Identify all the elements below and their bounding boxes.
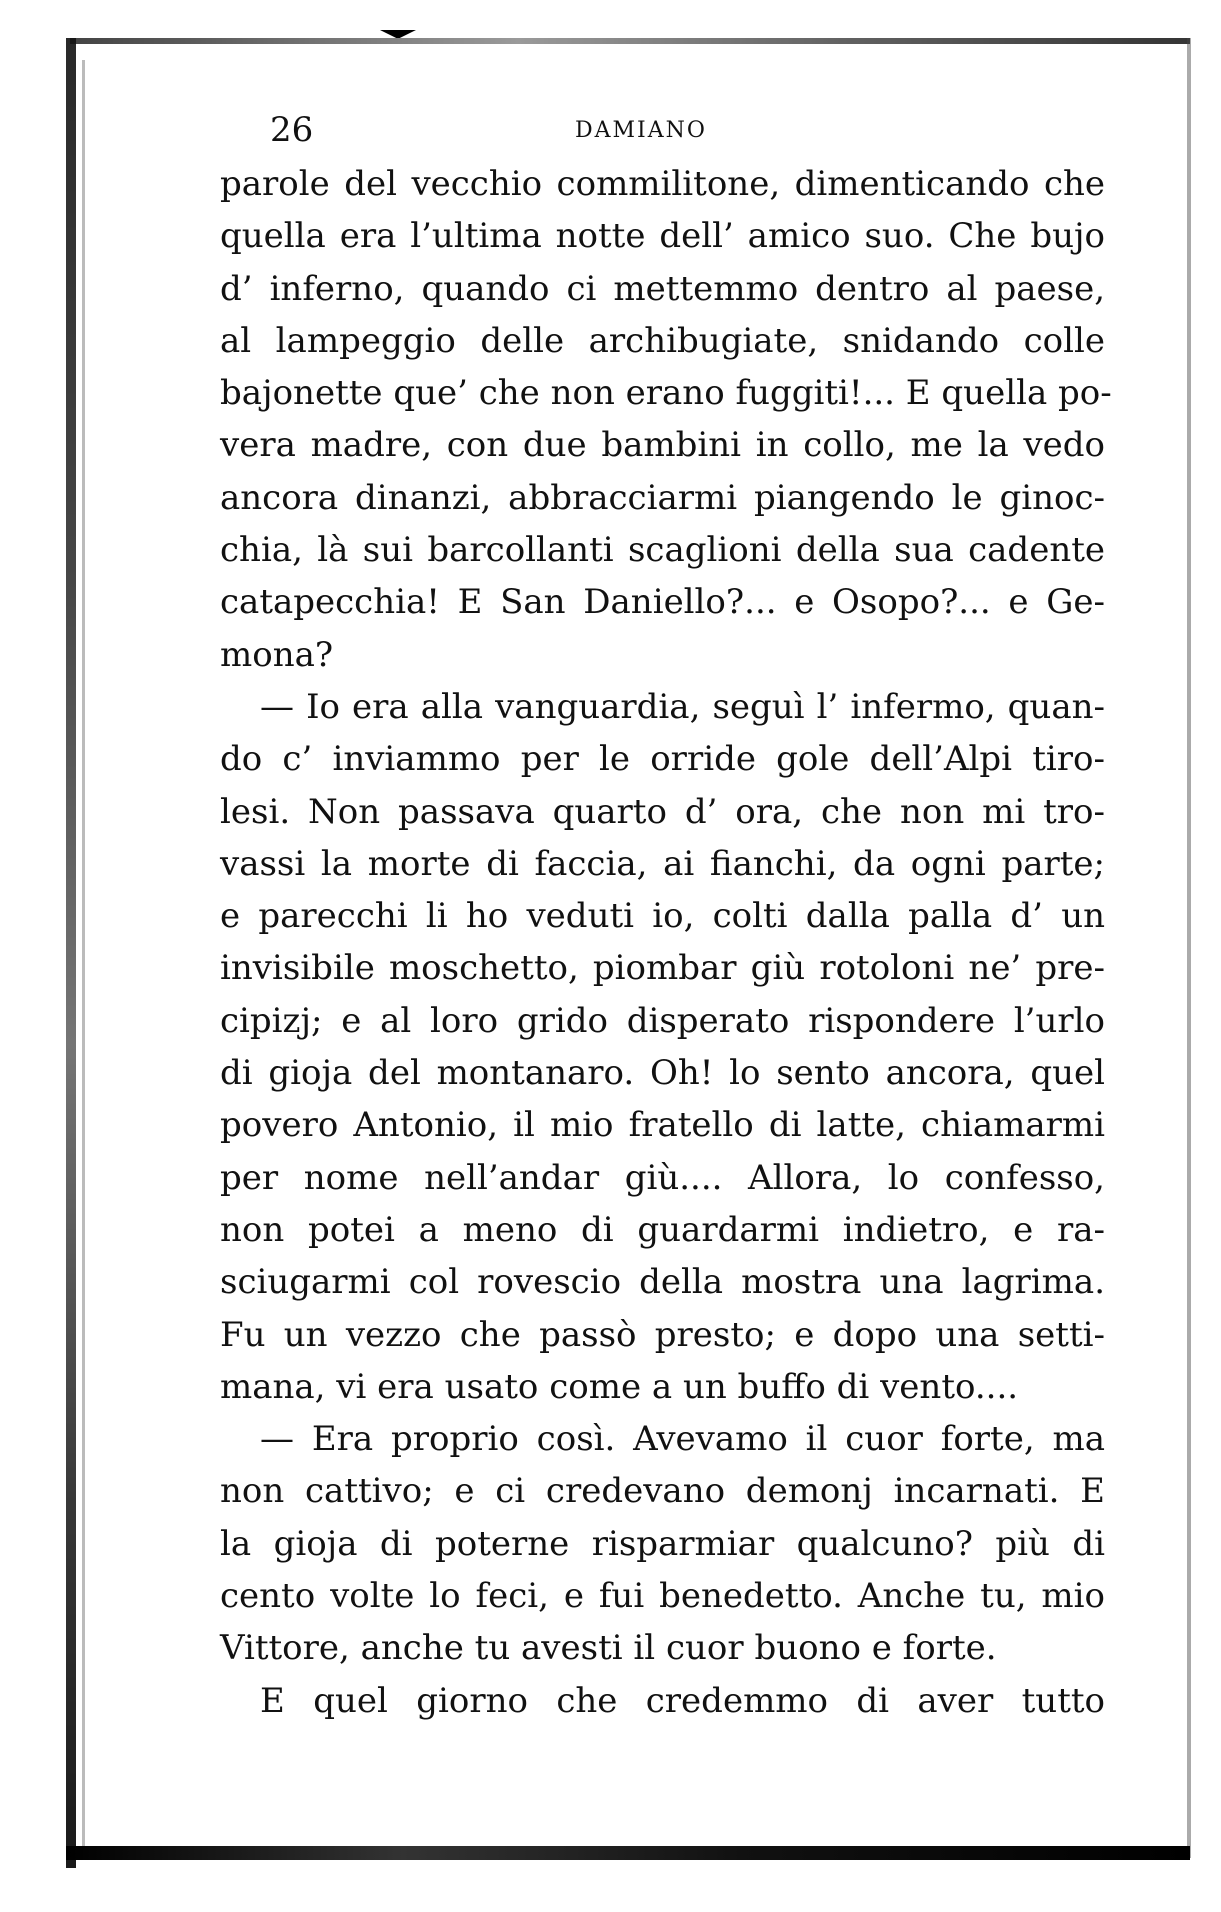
text-line: non cattivo; e ci credevano demonj incarnati. E bbox=[220, 1471, 1105, 1512]
text-line: cento volte lo feci, e fui benedetto. Anche tu, mio bbox=[220, 1576, 1105, 1617]
running-head: DAMIANO bbox=[575, 118, 707, 143]
text-line: vera madre, con due bambini in collo, me la vedo bbox=[220, 425, 1105, 466]
text-line: di gioja del montanaro. Oh! lo sento ancora, quel bbox=[220, 1053, 1105, 1094]
text-line: do c’ inviammo per le orride gole dell’Alpi tiro- bbox=[220, 739, 1105, 780]
scan-border-top bbox=[70, 38, 1190, 44]
text-line: al lampeggio delle archibugiate, snidando colle bbox=[220, 320, 1105, 361]
text-line: — Io era alla vanguardia, seguì l’ infermo, quan- bbox=[260, 686, 1105, 727]
text-line: catapecchia! E San Daniello?... e Osopo?... e Ge- bbox=[220, 582, 1105, 623]
text-line: cipizj; e al loro grido disperato rispondere l’urlo bbox=[220, 1000, 1105, 1041]
scan-border-bottom bbox=[66, 1846, 1190, 1860]
text-line: ancora dinanzi, abbracciarmi piangendo le ginoc- bbox=[220, 477, 1105, 518]
text-line: mana, vi era usato come a un buffo di vento.... bbox=[220, 1366, 1019, 1407]
text-line: Vittore, anche tu avesti il cuor buono e forte. bbox=[220, 1628, 997, 1669]
text-line: lesi. Non passava quarto d’ ora, che non mi tro- bbox=[220, 791, 1105, 832]
text-line: la gioja di poterne risparmiar qualcuno? più di bbox=[220, 1523, 1105, 1564]
text-line: E quel giorno che credemmo di aver tutto bbox=[260, 1680, 1105, 1721]
text-line: parole del vecchio commilitone, dimenticando che bbox=[220, 164, 1105, 204]
text-line: bajonette que’ che non erano fuggiti!... E quella po- bbox=[220, 373, 1112, 414]
text-line: per nome nell’andar giù.... Allora, lo confesso, bbox=[220, 1157, 1105, 1198]
text-line: e parecchi li ho veduti io, colti dalla palla d’ un bbox=[220, 896, 1105, 937]
page-number: 26 bbox=[270, 110, 314, 150]
text-line: quella era l’ultima notte dell’ amico suo. Che bujo bbox=[220, 216, 1105, 257]
scan-border-left bbox=[66, 38, 76, 1868]
text-line: invisibile moschetto, piombar giù rotoloni ne’ pre- bbox=[220, 948, 1105, 989]
scan-border-right bbox=[1187, 38, 1191, 1858]
text-line: sciugarmi col rovescio della mostra una lagrima. bbox=[220, 1262, 1105, 1303]
text-line: d’ inferno, quando ci mettemmo dentro al paese, bbox=[220, 268, 1105, 309]
text-line: — Era proprio così. Avevamo il cuor forte, ma bbox=[260, 1419, 1105, 1460]
scan-mark bbox=[380, 30, 416, 38]
scan-border-left-inner bbox=[82, 60, 85, 1850]
text-line: povero Antonio, il mio fratello di latte, chiamarmi bbox=[220, 1105, 1105, 1146]
text-line: chia, là sui barcollanti scaglioni della sua cadente bbox=[220, 530, 1105, 571]
text-line: mona? bbox=[220, 634, 334, 675]
page-header bbox=[270, 110, 740, 150]
body-text bbox=[220, 158, 1112, 1727]
text-line: non potei a meno di guardarmi indietro, e ra- bbox=[220, 1209, 1105, 1250]
text-line: Fu un vezzo che passò presto; e dopo una setti- bbox=[220, 1314, 1105, 1355]
text-line: vassi la morte di faccia, ai fianchi, da ogni parte; bbox=[220, 843, 1105, 884]
